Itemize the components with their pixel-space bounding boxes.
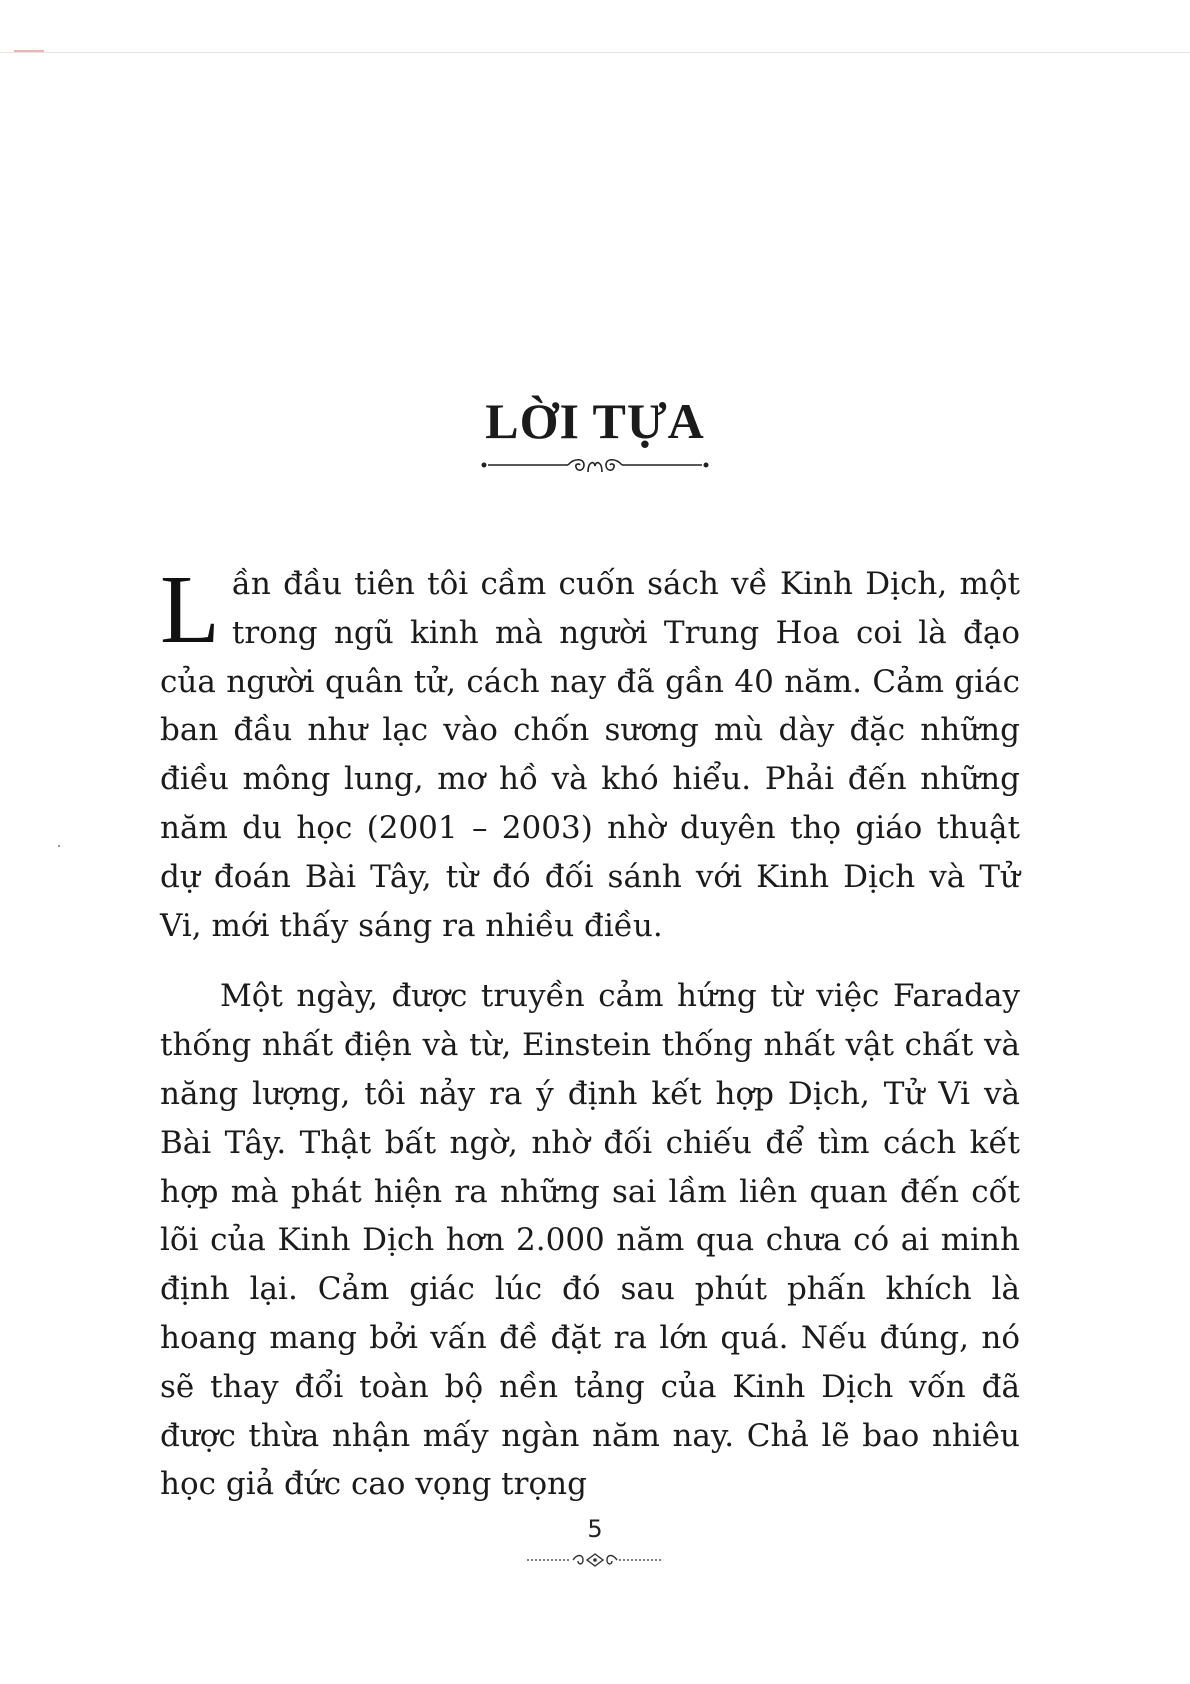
footer-flourish-icon <box>525 1550 665 1570</box>
scan-speck <box>58 845 60 847</box>
paragraph-1-text: ần đầu tiên tôi cầm cuốn sách về Kinh Dịch, một trong ngũ kinh mà người Trung Hoa coi là đạo của người quân tử, cách nay đã gần 40 năm. Cảm giác ban đầu như lạc vào chốn sương mù dày đặc những điều mông lung, mơ hồ và khó hiểu. Phải đến những năm du học (2001 – 2003) nhờ duyên thọ giáo thuật dự đoán Bài Tây, từ đó đối sánh với Kinh Dịch và Tử Vi, mới thấy sáng ra nhiều điều. <box>160 566 1020 944</box>
paragraph-1 <box>160 556 1020 950</box>
scan-edge <box>0 52 1190 53</box>
scroll-divider-icon <box>480 454 710 480</box>
paragraph-2: Một ngày, được truyền cảm hứng từ việc Faraday thống nhất điện và từ, Einstein thống nhất vật chất và năng lượng, tôi nảy ra ý định kết hợp Dịch, Tử Vi và Bài Tây. Thật bất ngờ, nhờ đối chiếu để tìm cách kết hợp mà phát hiện ra những sai lầm liên quan đến cốt lõi của Kinh Dịch hơn 2.000 năm qua chưa có ai minh định lại. Cảm giác lúc đó sau phút phấn khích là hoang mang bởi vấn đề đặt ra lớn quá. Nếu đúng, nó sẽ thay đổi toàn bộ nền tảng của Kinh Dịch vốn đã được thừa nhận mấy ngàn năm nay. Chả lẽ bao nhiêu học giả đức cao vọng trọng <box>160 978 1020 1503</box>
chapter-title: LỜI TỰA <box>485 393 705 449</box>
body-text <box>160 556 1020 1509</box>
drop-cap: L <box>160 556 220 664</box>
page-number: 5 <box>587 1515 603 1543</box>
